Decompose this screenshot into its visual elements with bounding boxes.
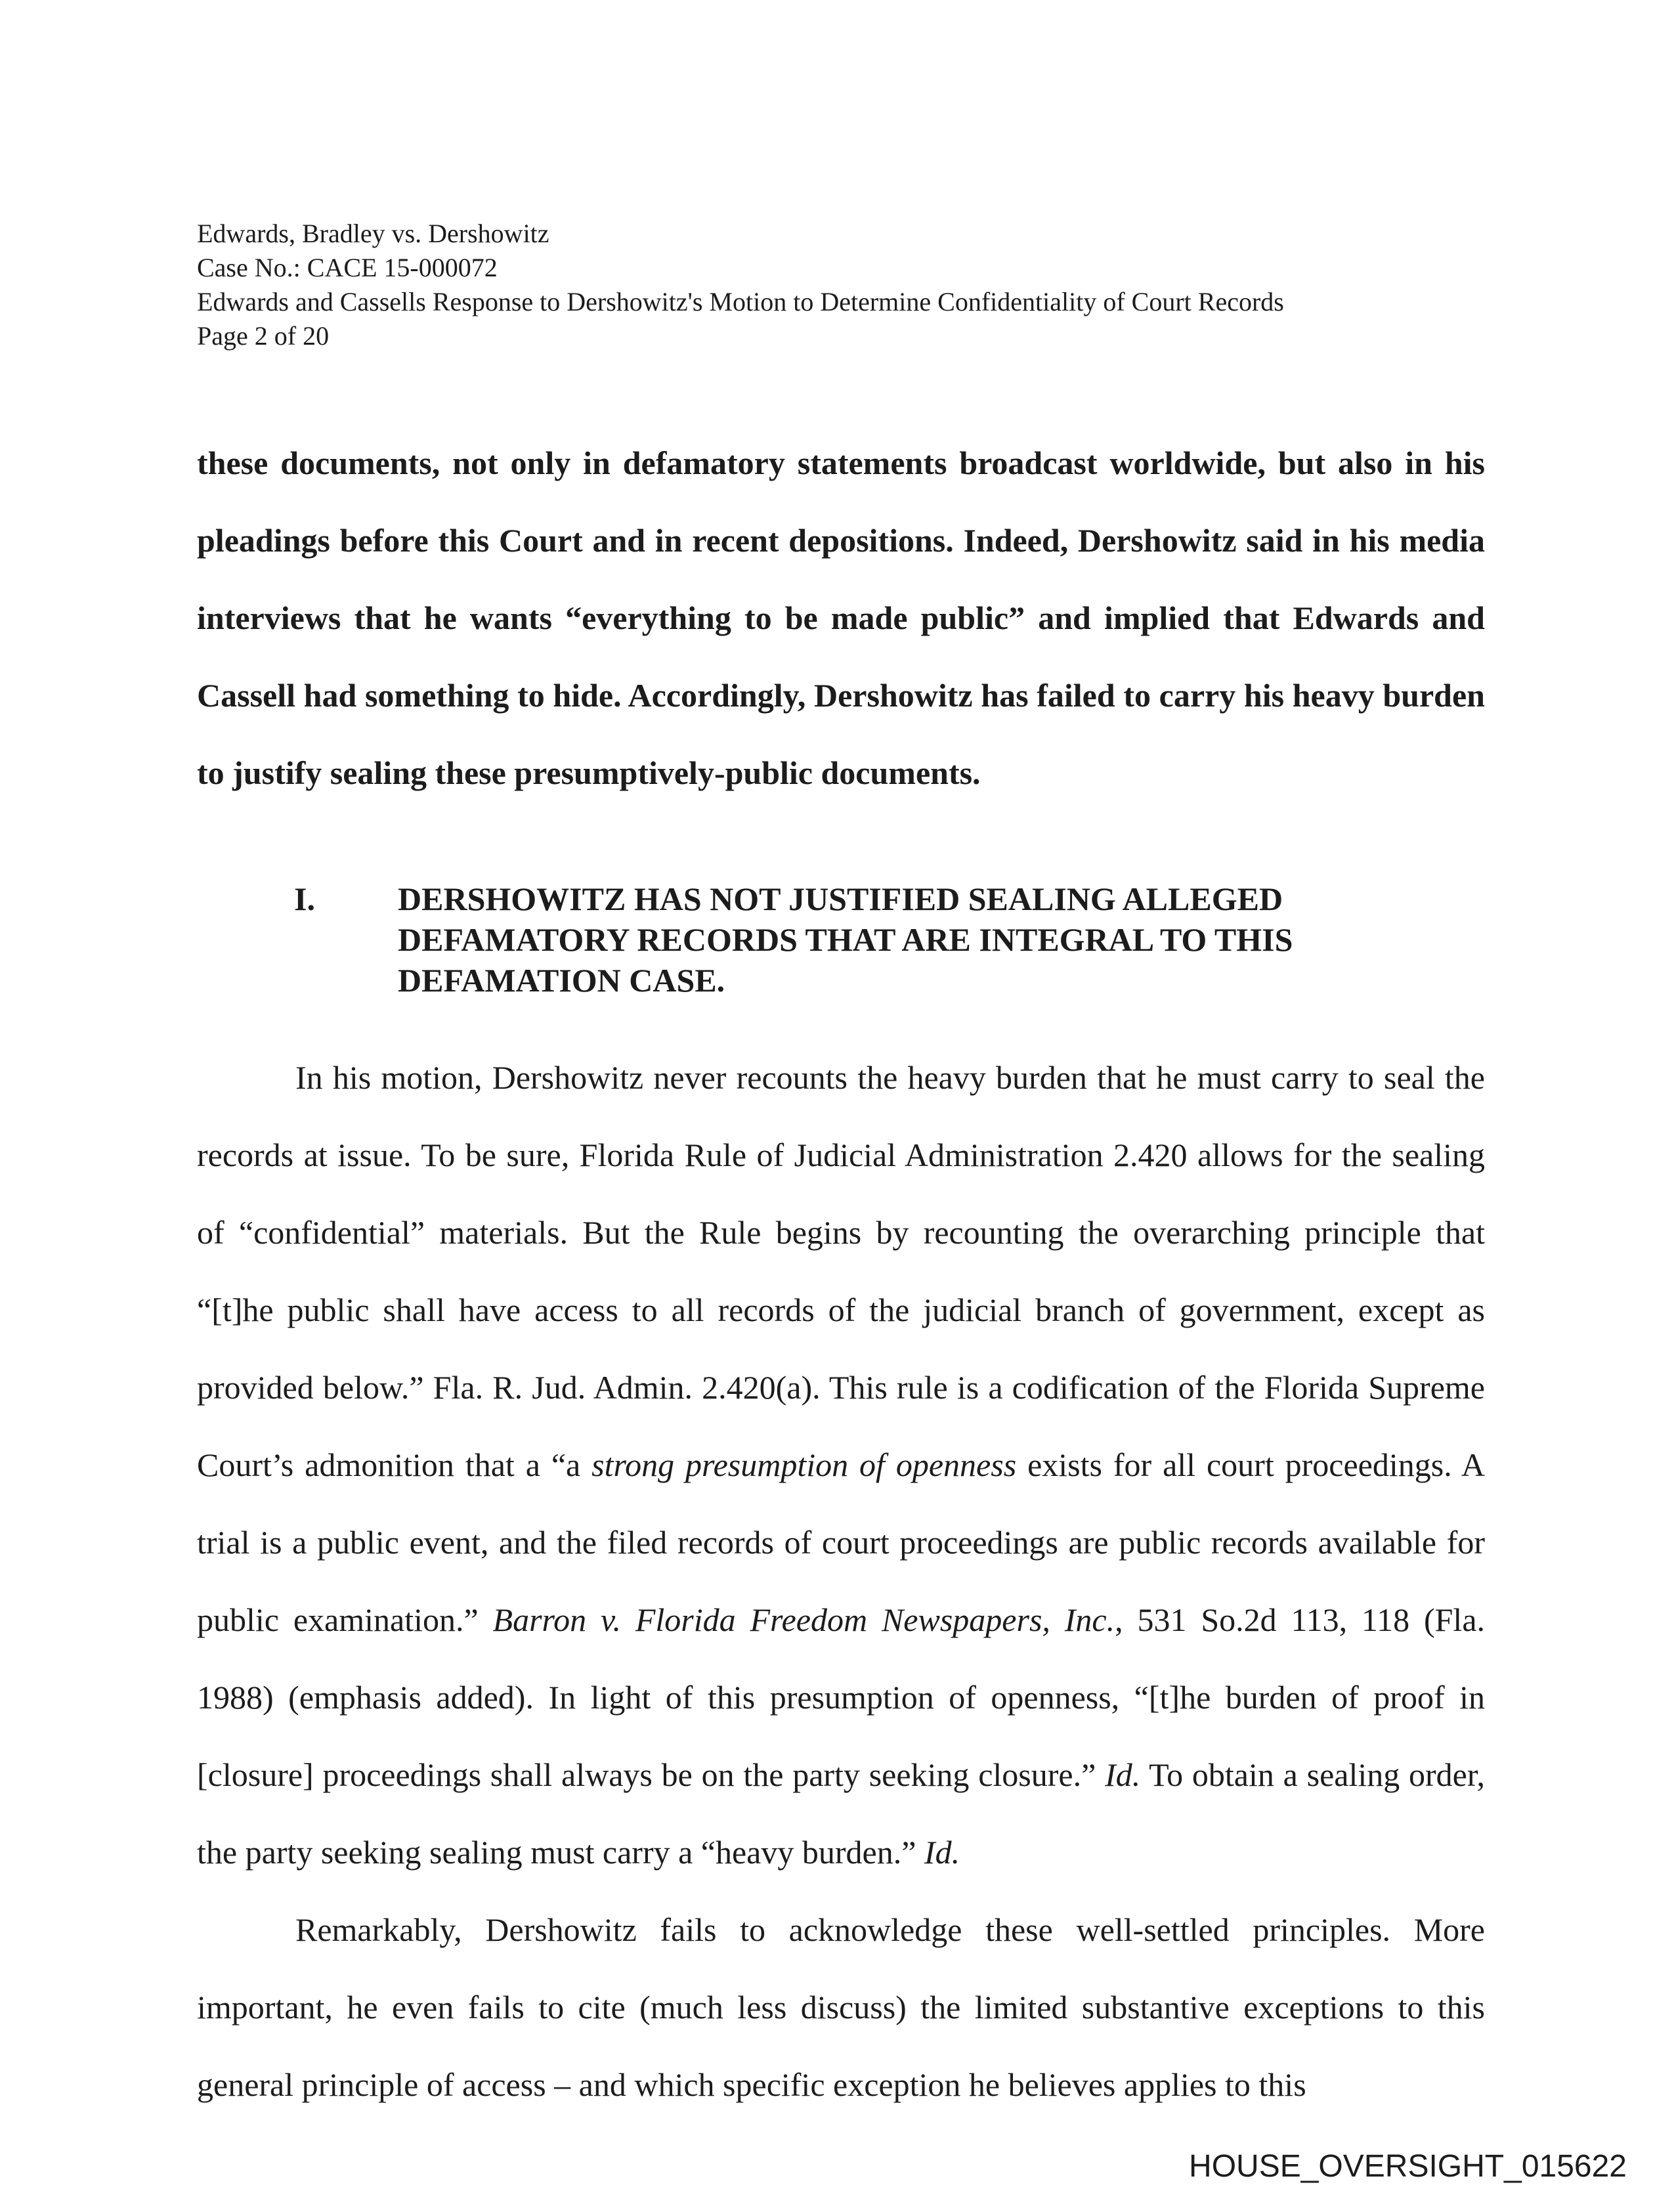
body-paragraph	[197, 1039, 1485, 1891]
italic-text-run: strong presumption of openness	[591, 1446, 1017, 1483]
header-case-number: Case No.: CACE 15-000072	[197, 253, 498, 282]
header-page-indicator: Page 2 of 20	[197, 321, 330, 351]
italic-text-run: Id.	[1105, 1756, 1141, 1793]
text-run: , 531 So.2d 113, 118 (Fla. 1988) (emphasis added). In light of this presumption of openness, “[t]he burden of proof in [closure] proceedings shall always be on the party seeking closure.”	[197, 1601, 1486, 1793]
header-document-title: Edwards and Cassells Response to Dershowitz's Motion to Determine Confidentiality of Court Records	[197, 287, 1284, 316]
opening-paragraph: these documents, not only in defamatory statements broadcast worldwide, but also in his pleadings before this Court and in recent depositions. Indeed, Dershowitz said in his media interviews that he wants “everything to be made public” and implied that Edwards and Cassell had something to hide. Accordingly, Dershowitz has failed to carry his heavy burden to justify sealing these presumptively-public documents.	[197, 445, 1485, 791]
text-run: In his motion, Dershowitz never recounts the heavy burden that he must carry to seal the records at issue. To be sure, Florida Rule of Judicial Administration 2.420 allows for the sealing of “confidential” materials. But the Rule begins by recounting the overarching principle that “[t]he public shall have access to all records of the judicial branch of government, except as provided below.” Fla. R. Jud. Admin. 2.420(a). This rule is a codification of the Florida Supreme Court’s admonition that a “a	[197, 1059, 1485, 1483]
bates-number: HOUSE_OVERSIGHT_015622	[1189, 2149, 1627, 2184]
italic-text-run: Id.	[924, 1834, 960, 1871]
header-case-title: Edwards, Bradley vs. Dershowitz	[197, 219, 549, 248]
document-header	[197, 217, 1485, 353]
italic-text-run: Barron v. Florida Freedom Newspapers, Inc.	[492, 1601, 1115, 1638]
body-paragraphs	[197, 1039, 1485, 2123]
text-run: To obtain a sealing order, the party seeking sealing must carry a “heavy burden.”	[197, 1756, 1485, 1871]
text-run: exists for all court proceedings. A trial is a public event, and the filed records of court proceedings are public records available for public examination.”	[197, 1446, 1485, 1638]
section-title: DERSHOWITZ HAS NOT JUSTIFIED SEALING ALLEGED DEFAMATORY RECORDS THAT ARE INTEGRAL TO THIS DEFAMATION CASE.	[398, 880, 1293, 999]
section-number: I.	[294, 880, 315, 917]
document-content	[197, 217, 1485, 2123]
text-run: Remarkably, Dershowitz fails to acknowledge these well-settled principles. More important, he even fails to cite (much less discuss) the limited substantive exceptions to this general principle of access – and which specific exception he believes applies to this	[197, 1911, 1485, 2103]
body-paragraph	[197, 1891, 1485, 2123]
section-heading	[294, 878, 1485, 1001]
